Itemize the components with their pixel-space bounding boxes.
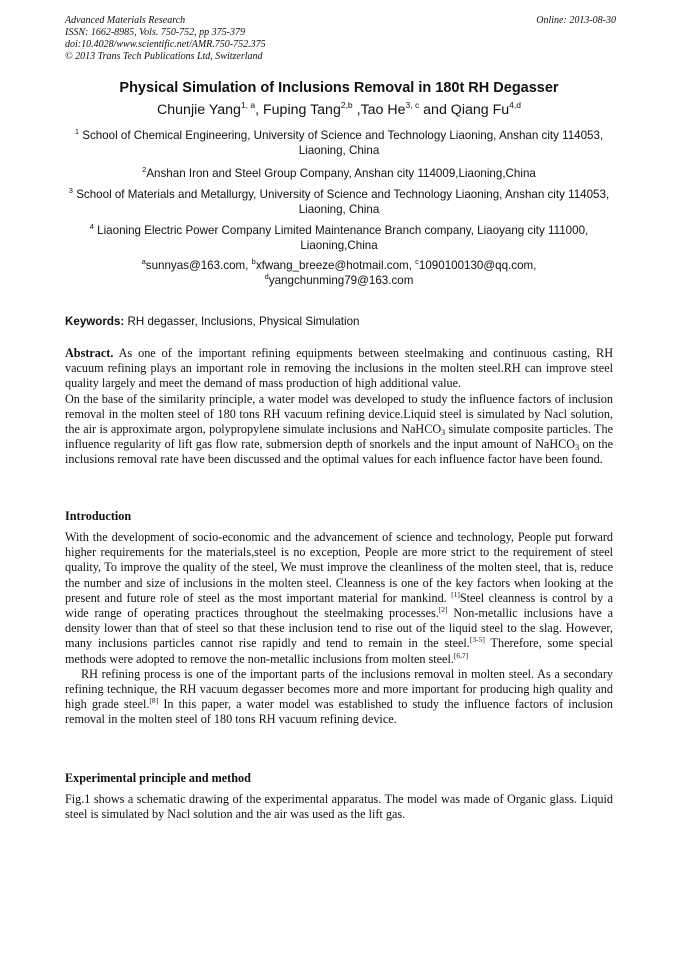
email-superscript: d [264,272,269,281]
introduction-heading: Introduction [65,509,132,523]
author-emails [65,258,613,288]
keywords-label: Keywords: [65,315,125,328]
method-section [65,792,613,822]
body-text: Steel cleanness is control by a wide range of operating practices throughout the steelmaking processes. [65,590,613,621]
author-separator: and [419,102,451,118]
affiliation-4 [65,223,613,253]
citation-ref[interactable]: [8] [149,696,159,706]
email-superscript: c [415,257,419,266]
author-superscript: 2,b [340,100,353,110]
email-address[interactable]: sunnyas@163.com, [145,259,252,272]
introduction-section [65,530,613,728]
citation-ref[interactable]: [1] [451,589,460,599]
author-separator: , [352,102,361,118]
keywords-text: RH degasser, Inclusions, Physical Simulation [124,315,360,328]
affiliation-2 [65,166,613,181]
author-superscript: 4,d [509,100,521,110]
abstract-paragraph-2 [65,392,613,468]
online-date: Online: 2013-08-30 [536,15,616,26]
journal-header [65,15,266,63]
affiliation-text: School of Chemical Engineering, University of Science and Technology Liaoning, Anshan city 114053, Liaoning, China [78,129,604,157]
issn-line: ISSN: 1662-8985, Vols. 750-752, pp 375-379 [65,27,245,38]
affiliation-3 [65,187,613,217]
author-superscript: 1, a [240,100,256,110]
affiliation-superscript: 1 [74,127,79,136]
abstract-section [65,346,613,468]
email-address[interactable]: yangchunming79@163.com [268,274,414,287]
abstract-paragraph-1 [65,346,613,392]
author-name: Fuping Tang [263,102,341,118]
paper-title: Physical Simulation of Inclusions Removal in 180t RH Degasser [119,80,559,96]
abstract-text: On the base of the similarity principle, a water model was developed to study the influence factors of inclusion removal in the molten steel of 180 tons RH vacuum refining device.Liquid steel is simulated by Nacl solution, the air is approximate argon, polypropylene simulate inclusions and NaHCO [65,391,613,437]
method-heading: Experimental principle and method [65,771,251,785]
author-name: Tao He [360,102,406,118]
copyright-line: © 2013 Trans Tech Publications Ltd, Switzerland [65,51,263,62]
abstract-text: simulate composite particles. The influence regularity of lift gas flow rate, submersion depth of snorkels and the input amount of NaHCO [65,422,613,452]
affiliation-superscript: 4 [89,222,94,231]
email-superscript: a [141,257,146,266]
email-address[interactable]: 1090100130@qq.com, [418,259,537,272]
subscript: 3 [575,443,580,453]
journal-name: Advanced Materials Research [65,15,186,26]
doi-line: doi:10.4028/www.scientific.net/AMR.750-752.375 [65,39,266,50]
author-superscript: 3, c [405,100,420,110]
affiliation-1 [65,128,613,158]
affiliation-superscript: 3 [68,186,73,195]
author-name: Chunjie Yang [157,102,241,118]
citation-ref[interactable]: [6,7] [453,650,469,660]
abstract-text: As one of the important refining equipments between steelmaking and continuous casting, RH vacuum refining plays an important role in removing the inclusions in the molten steel.RH can improve steel quality largely and meet the demand of mass production of high additional value. [65,346,613,391]
affiliation-superscript: 2 [142,165,147,174]
method-paragraph-1: Fig.1 shows a schematic drawing of the experimental apparatus. The model was made of Organic glass. Liquid steel is simulated by Nacl solution and the air was used as the lift gas. [65,792,613,822]
affiliation-text: Liaoning Electric Power Company Limited Maintenance Branch company, Liaoyang city 111000, Liaoning,China [93,224,589,252]
introduction-paragraph-1 [65,530,613,667]
subscript: 3 [441,428,446,438]
email-superscript: b [251,257,256,266]
abstract-label: Abstract. [65,346,114,360]
affiliation-text: School of Materials and Metallurgy, University of Science and Technology Liaoning, Anshan city 114053, Liaoning, China [72,188,610,216]
body-text: RH refining process is one of the important parts of the inclusions removal in molten steel. As a secondary refining technique, the RH vacuum degasser becomes more and more important for producing high quality and high grade steel. [65,666,613,712]
citation-ref[interactable]: [3-5] [469,635,485,645]
citation-ref[interactable]: [2] [438,605,448,615]
keywords-line [65,315,360,328]
affiliation-text: Anshan Iron and Steel Group Company, Anshan city 114009,Liaoning,China [146,167,536,180]
abstract-text: on the inclusions removal rate have been discussed and the optimal values for each influence factor have been found. [65,437,614,467]
email-address[interactable]: xfwang_breeze@hotmail.com, [255,259,416,272]
author-separator: , [255,102,263,118]
introduction-paragraph-2 [65,667,613,728]
body-text: In this paper, a water model was established to study the influence factors of inclusion removal in the molten steel of 180 tons RH vacuum refining device. [65,697,613,727]
body-text: Therefore, some special methods were adopted to remove the non-metallic inclusions from molten steel. [65,636,613,666]
body-text: Non-metallic inclusions have a density lower than that of steel so that these inclusion tend to rise out of the liquid steel to the slag. However, many inclusions particles cannot rise rapidly and tend to remain in the steel. [65,606,613,651]
author-name: Qiang Fu [450,102,510,118]
author-list [40,102,638,118]
body-text: With the development of socio-economic and the advancement of science and technology, People put forward higher requirements for the materials,steel is no exception, People are more strict to the requirement of steel quality, To improve the quality of the steel, We must improve the cleanliness of the molten steel, that is, reduce the number and size of inclusions in the molten steel. Cleanness is one of the key factors when looking at the present and future role of steel as the most important material for mankind. [65,530,613,605]
